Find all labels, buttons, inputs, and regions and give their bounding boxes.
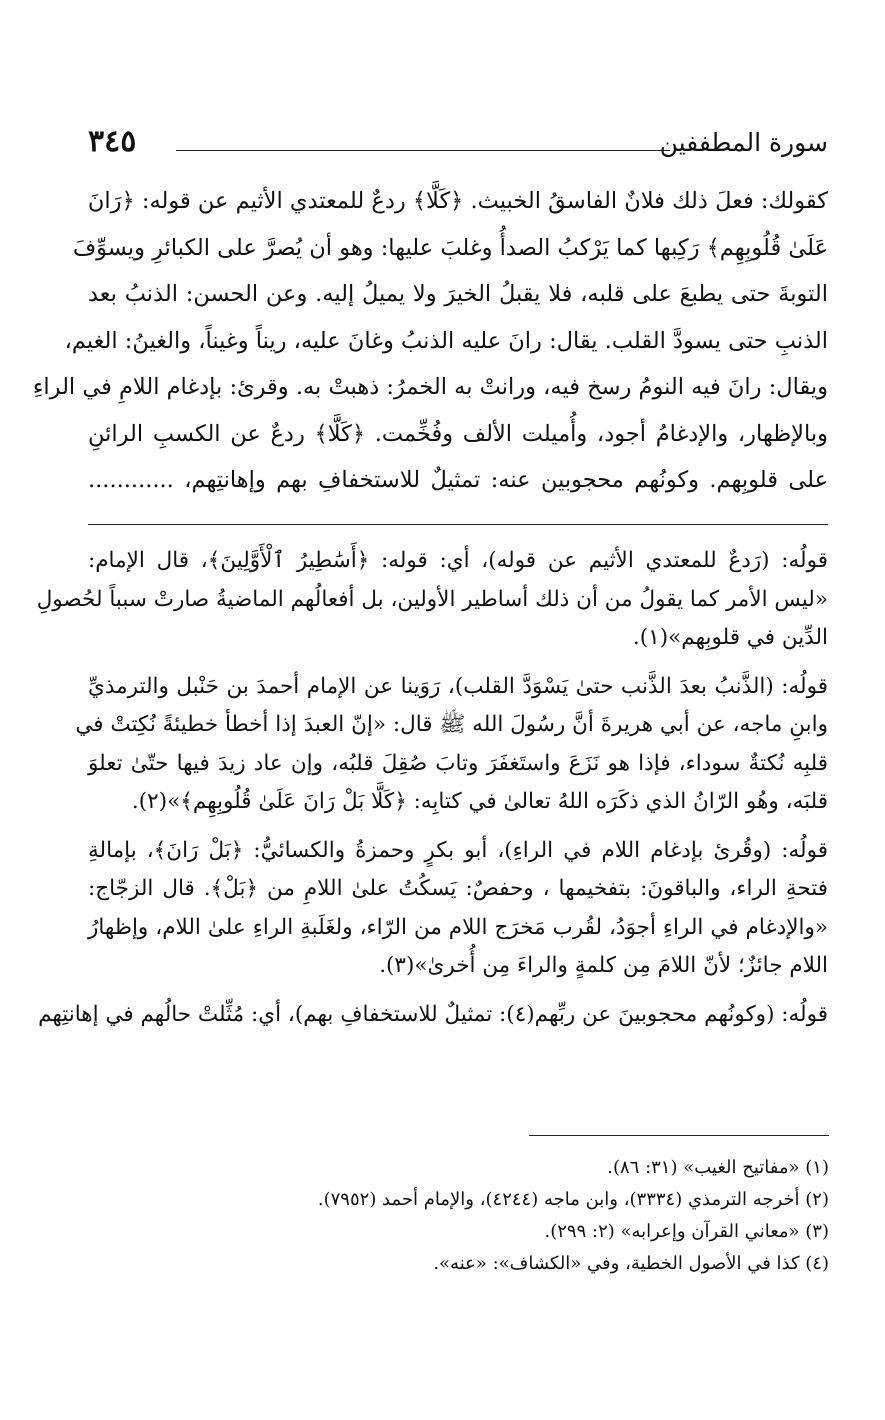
footnotes xyxy=(69,1152,829,1280)
page-header xyxy=(88,124,828,168)
commentary-line: قولُه: (وكونُهم محجوبينَ عن ربِّهم(٤): تمثيلٌ للاستخفافِ بهم)، أي: مُثِّلتْ حالُهم في إهانتِهم xyxy=(38,1001,828,1027)
commentary-line: قولُه: (الذَّنبُ بعدَ الذَّنب حتىٰ يَسْوَدَّ القلب)، رَوَينا عن الإمام أحمدَ بن حَنْبل والترمذيِّ xyxy=(88,673,828,699)
commentary-paragraph xyxy=(36,542,828,658)
main-text-line: التوبةَ حتى يطبعَ على قلبه، فلا يقبلُ الخيرَ ولا يميلُ إليه. وعن الحسن: الذنبُ بعد xyxy=(88,281,828,307)
commentary-line: قولُه: (وقُرئ بإدغام اللام في الراءِ)، أبو بكرٍ وحمزةُ والكسائيُّ: ﴿بَلْ رَانَ﴾، بإمالةِ xyxy=(88,837,828,863)
footnote: (١) «مفاتيح الغيب» (٣١: ٨٦). xyxy=(607,1157,829,1178)
commentary-line: اللام جائزٌ؛ لأنّ اللامَ مِن كلمةٍ والراءَ مِن أُخرىٰ»(٣). xyxy=(379,953,828,978)
commentary-line: «والإدغام في الراءِ أجوَدُ، لقُرب مَخرَج اللام من الرّاء، ولغَلَبةِ الراءِ علىٰ اللام، وإظهارُ xyxy=(88,914,828,940)
main-text-line: عَلَىٰ قُلُوبِهِم﴾ رَكِبها كما يَرْكبُ الصدأُ وغلبَ عليها: وهو أن يُصرَّ على الكبائرِ ويسوِّفَ xyxy=(72,234,828,261)
commentary-paragraph xyxy=(38,996,828,1035)
surah-title: سورة المطففين xyxy=(659,128,828,157)
main-text-line: وبالإظهار، والإدغامُ أجود، وأُميلت الألف وفُخِّمت. ﴿كَلَّا﴾ ردعٌ عن الكسبِ الرائنِ xyxy=(88,420,828,447)
main-text xyxy=(32,178,828,504)
main-text-line: ويقال: رانَ فيه النومُ رسخ فيه، ورانتْ به الخمرُ: ذهبتْ به. وقرئ: بإدغام اللامِ في الراءِ xyxy=(32,374,828,400)
footnote: (٢) أخرجه الترمذي (٣٣٣٤)، وابن ماجه (٤٢٤٤)، والإمام أحمد (٧٩٥٢). xyxy=(317,1189,829,1210)
header-rule xyxy=(176,150,670,151)
main-text-line: كقولك: فعلَ ذلك فلانٌ الفاسقُ الخبيث. ﴿كَلَّا﴾ ردعٌ للمعتدي الأثيم عن قوله: ﴿رَانَ xyxy=(87,188,828,214)
footnote: (٤) كذا في الأصول الخطية، وفي «الكشاف»: «عنه». xyxy=(433,1253,829,1274)
commentary-line: فتحةِ الراء، والباقونَ: بتفخيمها ، وحفصٌ: يَسكُتُ علىٰ اللامِ من ﴿بَلْ﴾. قال الزجّاج: xyxy=(88,876,828,901)
commentary-line: «ليس الأمر كما يقولُ من أن ذلك أساطير الأولين، بل أفعالُهم الماضيةُ صارتْ سبباً لحُصولِ xyxy=(36,586,828,612)
main-text-line: الذنبِ حتى يسودَّ القلب. يقال: رانَ عليه الذنبُ وغانَ عليه، ريناً وغيناً، والغينُ: الغيم، xyxy=(64,327,828,354)
commentary-line: الدِّين في قلوبِهم»(١). xyxy=(632,625,828,650)
footnote-divider xyxy=(529,1135,829,1136)
page-number: ٣٤٥ xyxy=(88,124,137,159)
commentary-paragraph xyxy=(75,668,828,822)
commentary-paragraph xyxy=(88,832,828,986)
commentary-line: قلبِه نُكتةٌ سوداء، فإذا هو نَزَعَ واستَغفَرَ وتابَ صُقِلَ قلبُه، وإن عاد زيدَ فيها حتّىٰ تعلوَ xyxy=(88,750,828,776)
main-text-line: على قلوبِهم. وكونُهم محجوبين عنه: تمثيلٌ للاستخفافِ بهم وإهانتِهم، ............ xyxy=(88,467,828,493)
section-divider xyxy=(88,524,828,525)
commentary-line: قلبَه، وهُو الرّانُ الذي ذكَرَه اللهُ تعالىٰ في كتابِه: ﴿كَلَّا بَلْ رَانَ عَلَىٰ قُلُوبِهِم﴾»(٢). xyxy=(131,789,828,814)
footnote: (٣) «معاني القرآن وإعرابه» (٢: ٢٩٩). xyxy=(544,1221,829,1242)
commentary-line: وابنِ ماجه، عن أبي هريرةَ أنَّ رسُولَ الله ﷺ قال: «إنّ العبدَ إذا أخطأ خطيئةً نُكِتتْ في xyxy=(75,712,828,737)
commentary xyxy=(36,542,828,1034)
commentary-line: قولُه: (رَدعٌ للمعتدي الأثيم عن قوله)، أي: قوله: ﴿أَسَٰطِيرُ ٱلْأَوَّلِينَ﴾، قال الإمام: xyxy=(88,548,828,573)
